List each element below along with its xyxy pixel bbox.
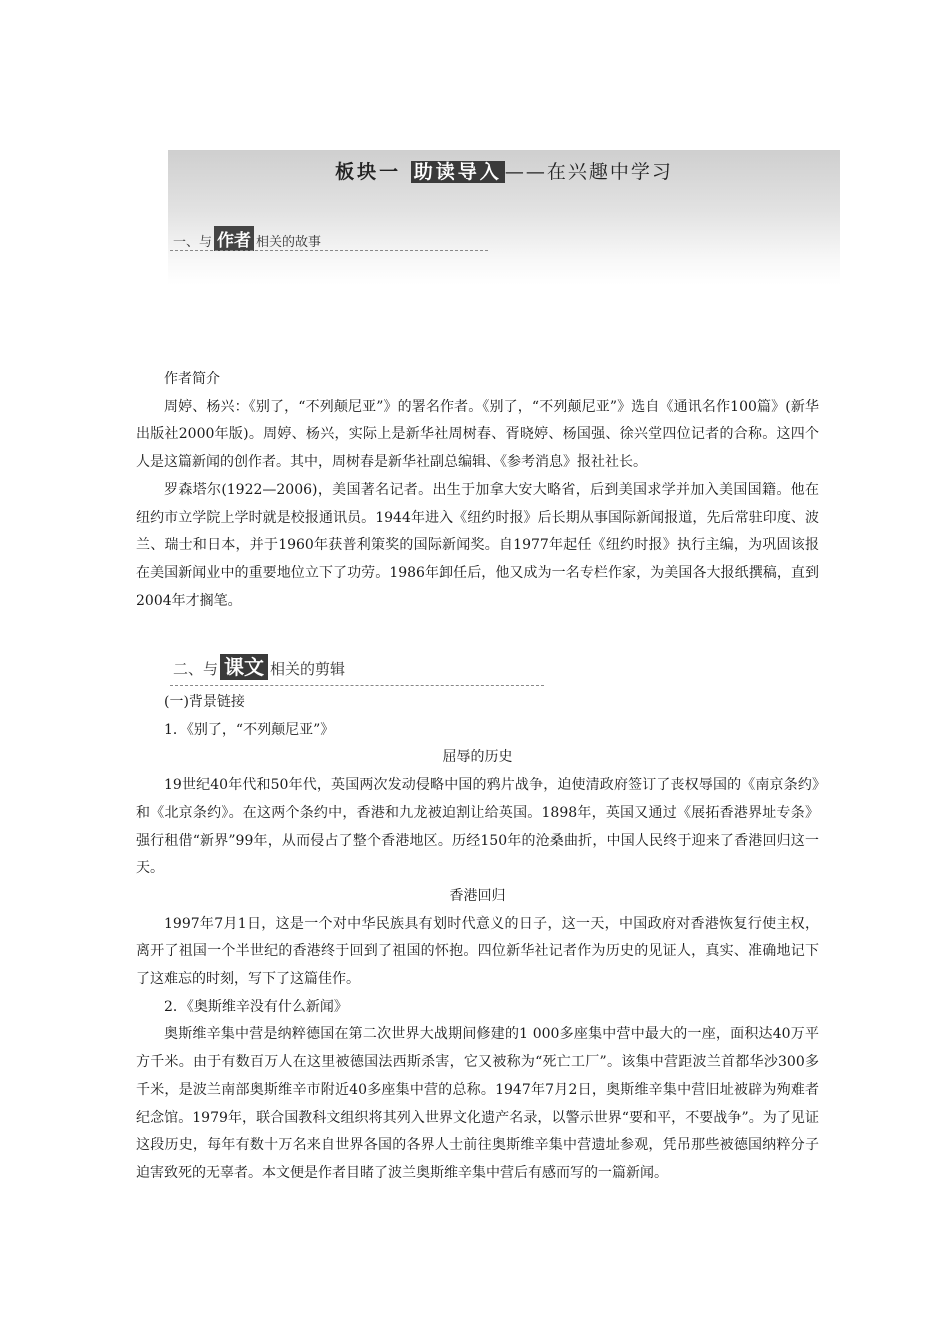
item-1-title: 1．《别了，“不列颠尼亚”》 — [164, 721, 335, 738]
section-1-prefix: 一、与 — [173, 235, 213, 250]
paragraph-humiliation: 19世纪40年代和50年代，英国两次发动侵略中国的鸦片战争，迫使清政府签订了丧权辱国的《南京条约》和《北京条约》。在这两个条约中，香港和九龙被迫割让给英国。1898年，英国又通过《展拓香港界址专条》强行租借“新界”99年，从而侵占了整个香港地区。历经150年的沧桑曲折，中国人民终于迎来了香港回归这一天。 — [136, 777, 819, 877]
text-clips — [136, 689, 819, 1188]
heading-humiliation: 屈辱的历史 — [442, 749, 513, 766]
section-1-chip: 作者 — [214, 226, 254, 251]
section-1-heading — [173, 226, 321, 251]
subheading-background: (一)背景链接 — [164, 694, 245, 710]
section-2-suffix: 相关的剪辑 — [270, 660, 346, 678]
paragraph-auschwitz: 奥斯维辛集中营是纳粹德国在第二次世界大战期间修建的1 000多座集中营中最大的一座，面积达40万平方千米。由于有数百万人在这里被德国法西斯杀害，它又被称为“死亡工厂”。该集中营距波兰首都华沙300多千米，是波兰南部奥斯维辛市附近40多座集中营的总称。1947年7月2日，奥斯维辛集中营旧址被辟为殉难者纪念馆。1979年，联合国教科文组织将其列入世界文化遗产名录，以警示世界“要和平，不要战争”。为了见证这段历史，每年有数十万名来自世界各国的各界人士前往奥斯维辛集中营遗址参观，凭吊那些被德国纳粹分子迫害致死的无辜者。本文便是作者目睹了波兰奥斯维辛集中营后有感而写的一篇新闻。 — [136, 1026, 819, 1181]
section-1-suffix: 相关的故事 — [256, 235, 322, 250]
intro-paragraph-1: 周婷、杨兴：《别了，“不列颠尼亚”》的署名作者。《别了，“不列颠尼亚”》选自《通讯名作100篇》(新华出版社2000年版)。周婷、杨兴，实际上是新华社周树春、胥晓婷、杨国强、徐兴堂四位记者的合称。这四个人是这篇新闻的创作者。其中，周树春是新华社副总编辑、《参考消息》报社社长。 — [136, 398, 819, 471]
section-2-heading — [173, 654, 345, 680]
module-banner — [168, 150, 840, 285]
paragraph-return: 1997年7月1日，这是一个对中华民族具有划时代意义的日子，这一天，中国政府对香港恢复行使主权，离开了祖国一个半世纪的香港终于回到了祖国的怀抱。四位新华社记者作为历史的见证人，真实、准确地记下了这难忘的时刻，写下了这篇佳作。 — [136, 915, 819, 988]
banner-part2: 助读导入 — [411, 161, 505, 183]
section-2-prefix: 二、与 — [173, 660, 219, 678]
banner-part3: ——在兴趣中学习 — [504, 161, 673, 183]
intro-paragraph-2: 罗森塔尔(1922—2006)，美国著名记者。出生于加拿大安大略省，后到美国求学并加入美国国籍。他在纽约市立学院上学时就是校报通讯员。1944年进入《纽约时报》后长期从事国际新闻报道，先后常驻印度、波兰、瑞士和日本，并于1960年获普利策奖的国际新闻奖。自1977年起任《纽约时报》执行主编，为巩固该报在美国新闻业中的重要地位立下了功劳。1986年卸任后，他又成为一名专栏作家，为美国各大报纸撰稿，直到2004年才搁笔。 — [136, 481, 819, 609]
section-1-divider — [170, 250, 488, 251]
item-2-title: 2．《奥斯维辛没有什么新闻》 — [164, 998, 348, 1015]
heading-return: 香港回归 — [449, 887, 506, 904]
banner-title — [168, 157, 840, 184]
banner-part1: 板块一 — [335, 161, 402, 183]
section-2-divider — [170, 685, 544, 686]
section-2-chip: 课文 — [220, 654, 268, 680]
author-intro — [136, 366, 819, 615]
intro-heading: 作者简介 — [164, 371, 220, 387]
